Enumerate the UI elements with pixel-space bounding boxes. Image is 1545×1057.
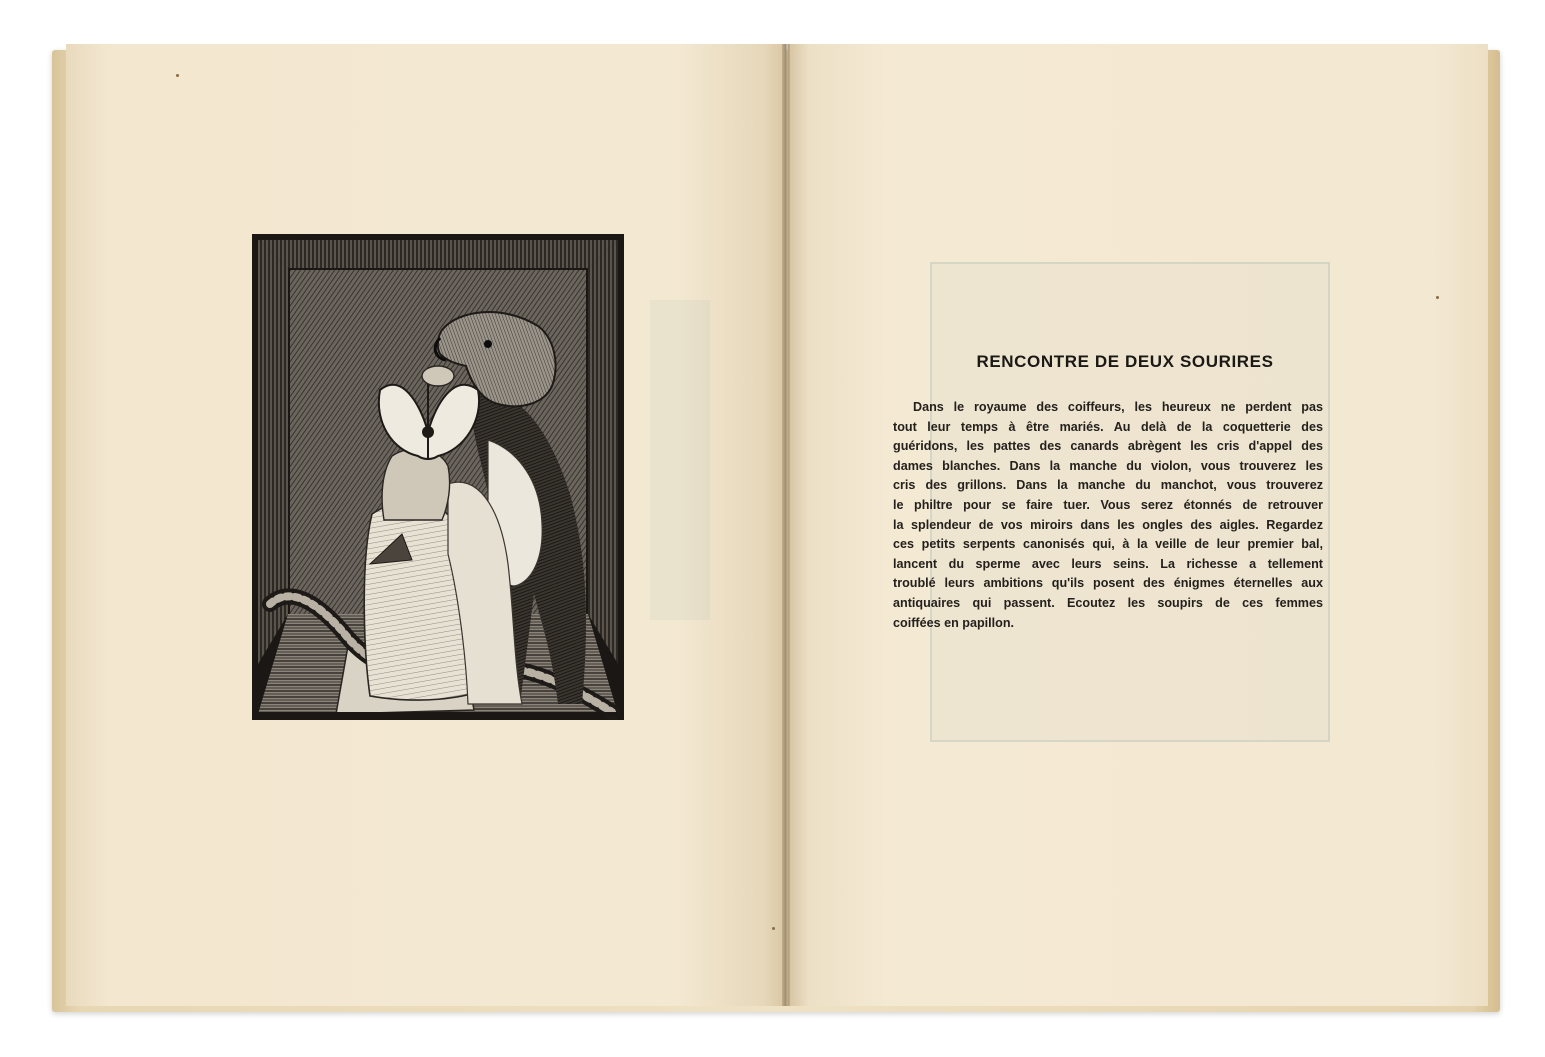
engraving-drawing [252,234,624,720]
text-line: ces petits serpents canonisés qui, à la veille de leur premier bal, [893,537,1323,552]
text-line: la splendeur de vos miroirs dans les ongles des aigles. Regardez [893,517,1323,532]
paper-speck [176,74,179,77]
page-title: RENCONTRE DE DEUX SOURIRES [976,352,1274,371]
text-line: coiffées en papillon. [893,615,1015,630]
text-line: troublé leurs ambitions qu'ils posent des énigmes éternelles aux [893,576,1323,591]
paper-speck [1436,296,1439,299]
text-line: cris des grillons. Dans la manche du manchot, vous trouverez [893,478,1323,493]
text-line: dames blanches. Dans la manche du violon, vous trouverez les [893,458,1323,473]
text-line: lancent du sperme avec leurs seins. La richesse a tellement [893,556,1323,571]
text-line: guéridons, les pattes des canards abrègent les cris d'appel des [893,439,1323,454]
poem-text [893,398,1323,633]
text-line: le philtre pour se faire tuer. Vous serez étonnés de retrouver [893,497,1323,512]
paper-speck [772,927,775,930]
show-through-left [650,300,710,620]
text-line: tout leur temps à être mariés. Au delà de la coquetterie des [893,419,1323,434]
collage-engraving [252,234,624,720]
book-gutter [782,44,790,1006]
text-line: antiquaires qui passent. Ecoutez les soupirs de ces femmes [893,595,1323,610]
text-line: Dans le royaume des coiffeurs, les heureux ne perdent pas [913,400,1323,414]
